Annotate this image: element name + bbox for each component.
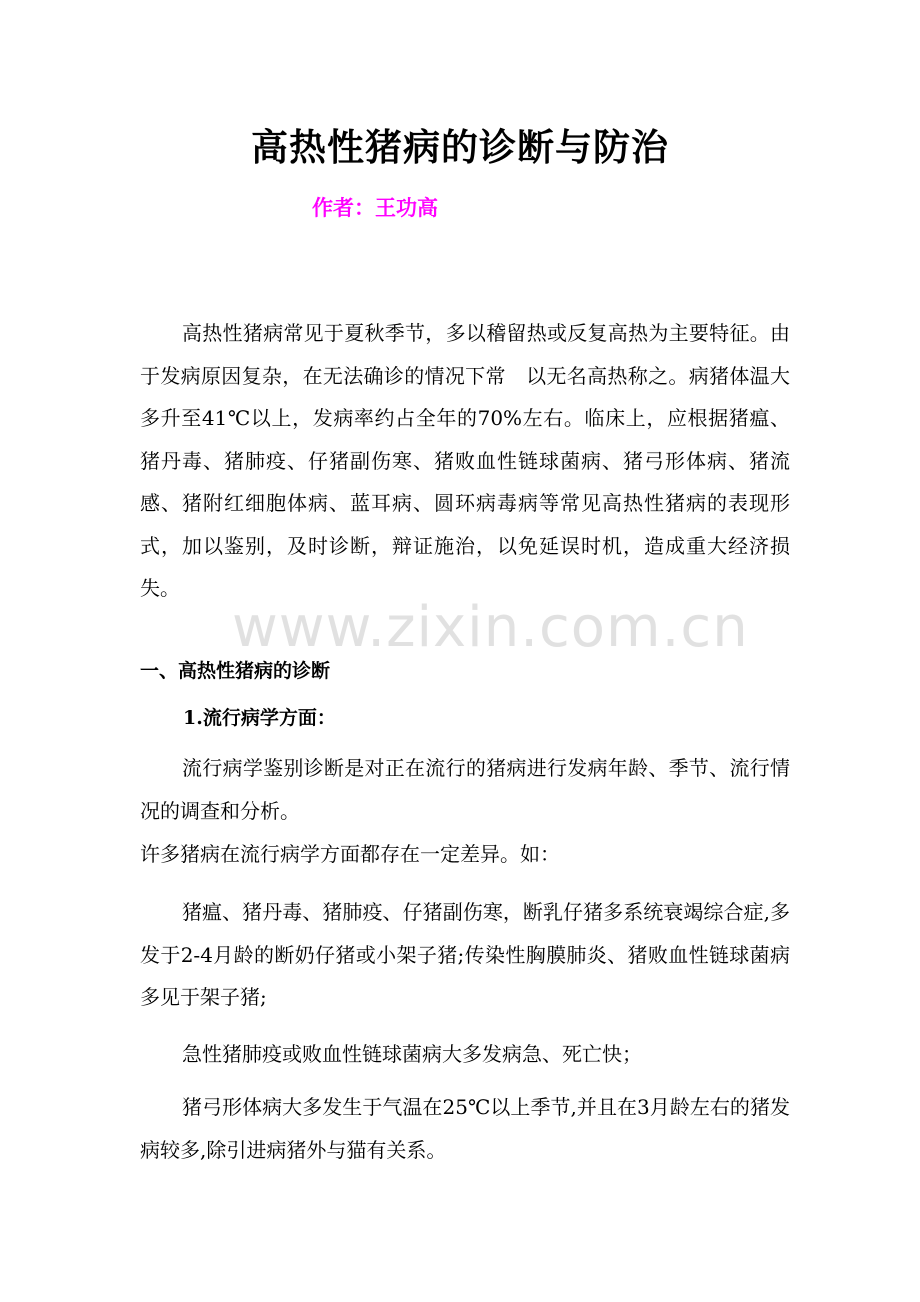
document-title: 高热性猪病的诊断与防治	[251, 126, 669, 169]
watermark: www.zixin.com.cn	[232, 595, 749, 660]
intro-paragraph: 高热性猪病常见于夏秋季节，多以稽留热或反复高热为主要特征。由于发病原因复杂，在无法确诊的情况下常 以无名高热称之。病猪体温大多升至41℃以上，发病率约占全年的70%左右。临床上，应根据猪瘟、猪丹毒、猪肺疫、仔猪副伤寒、猪败血性链球菌病、猪弓形体病、猪流感、猪附红细胞体病、蓝耳病、圆环病毒病等常见高热性猪病的表现形式，加以鉴别，及时诊断，辩证施治，以免延误时机，造成重大经济损失。	[140, 321, 790, 600]
acute-paragraph: 急性猪肺疫或败血性链球菌病大多发病急、死亡快；	[182, 1042, 642, 1066]
toxoplasma-paragraph: 猪弓形体病大多发生于气温在25℃以上季节,并且在3月龄左右的猪发病较多,除引进病猪外与猫有关系。	[140, 1095, 790, 1162]
epidemiology-paragraph: 流行病学鉴别诊断是对正在流行的猪病进行发病年龄、季节、流行情况的调查和分析。	[140, 756, 790, 823]
age-paragraph: 猪瘟、猪丹毒、猪肺疫、仔猪副伤寒，断乳仔猪多系统衰竭综合症,多发于2-4月龄的断奶仔猪或小架子猪;传染性胸膜肺炎、猪败血性链球菌病多见于架子猪;	[140, 900, 790, 1009]
differences-paragraph: 许多猪病在流行病学方面都存在一定差异。如：	[140, 842, 560, 866]
subsection-heading-epidemiology: 1.流行病学方面：	[183, 707, 336, 729]
document-author: 作者：王功高	[312, 196, 438, 220]
section-heading-diagnosis: 一、高热性猪病的诊断	[140, 660, 331, 682]
